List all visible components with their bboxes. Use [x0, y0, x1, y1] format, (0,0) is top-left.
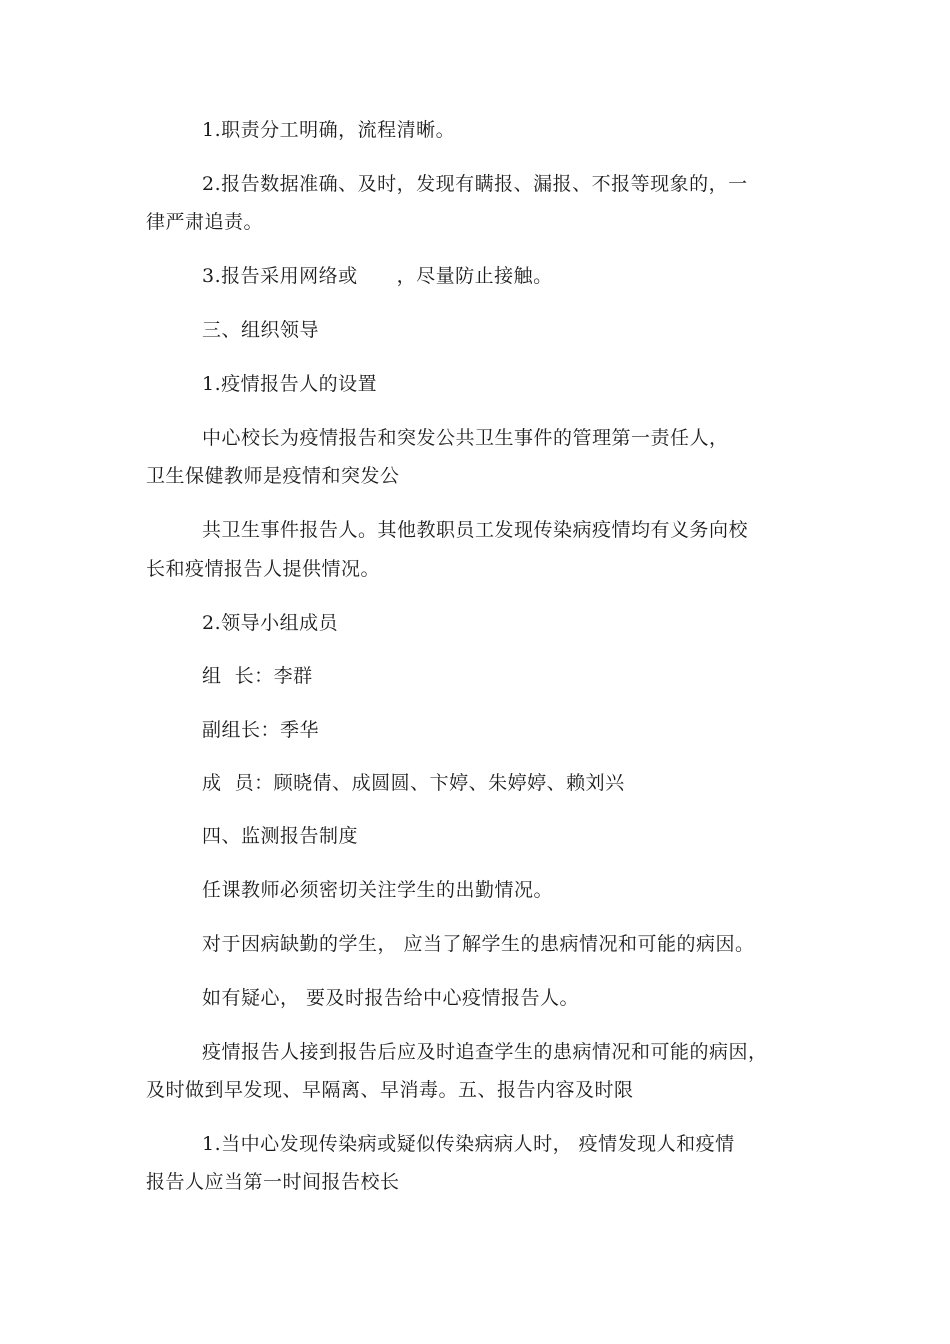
- text-line: 共卫生事件报告人。其他教职员工发现传染病疫情均有义务向校: [202, 519, 749, 541]
- text-line: 报告人应当第一时间报告校长: [146, 1171, 400, 1193]
- text-line: 成 员：顾晓倩、成圆圆、卞婷、朱婷婷、赖刘兴: [202, 772, 625, 794]
- text-line: 副组长：季华: [202, 719, 320, 741]
- text-line: 2.报告数据准确、及时，发现有瞒报、漏报、不报等现象的，一: [202, 173, 748, 195]
- text-line: 对于因病缺勤的学生， 应当了解学生的患病情况和可能的病因。: [202, 933, 755, 955]
- text-line: 1.当中心发现传染病或疑似传染病病人时， 疫情发现人和疫情: [202, 1133, 735, 1155]
- section-heading: 四、监测报告制度: [202, 825, 359, 847]
- text-line: 律严肃追责。: [146, 211, 264, 233]
- text-line: 卫生保健教师是疫情和突发公: [146, 465, 400, 487]
- text-line: 2.领导小组成员: [202, 612, 339, 634]
- text-line: 1.疫情报告人的设置: [202, 373, 378, 395]
- text-line: 及时做到早发现、早隔离、早消毒。五、报告内容及时限: [146, 1079, 634, 1101]
- text-line: 组 长：李群: [202, 665, 313, 687]
- text-line: 疫情报告人接到报告后应及时追查学生的患病情况和可能的病因，: [202, 1041, 768, 1063]
- text-line: 3.报告采用网络或 ，尽量防止接触。: [202, 265, 553, 287]
- text-line: 任课教师必须密切关注学生的出勤情况。: [202, 879, 554, 901]
- section-heading: 三、组织领导: [202, 319, 320, 341]
- text-line: 1.职责分工明确，流程清晰。: [202, 119, 456, 141]
- text-line: 中心校长为疫情报告和突发公共卫生事件的管理第一责任人，: [202, 427, 729, 449]
- text-line: 如有疑心， 要及时报告给中心疫情报告人。: [202, 987, 580, 1009]
- text-line: 长和疫情报告人提供情况。: [146, 558, 381, 580]
